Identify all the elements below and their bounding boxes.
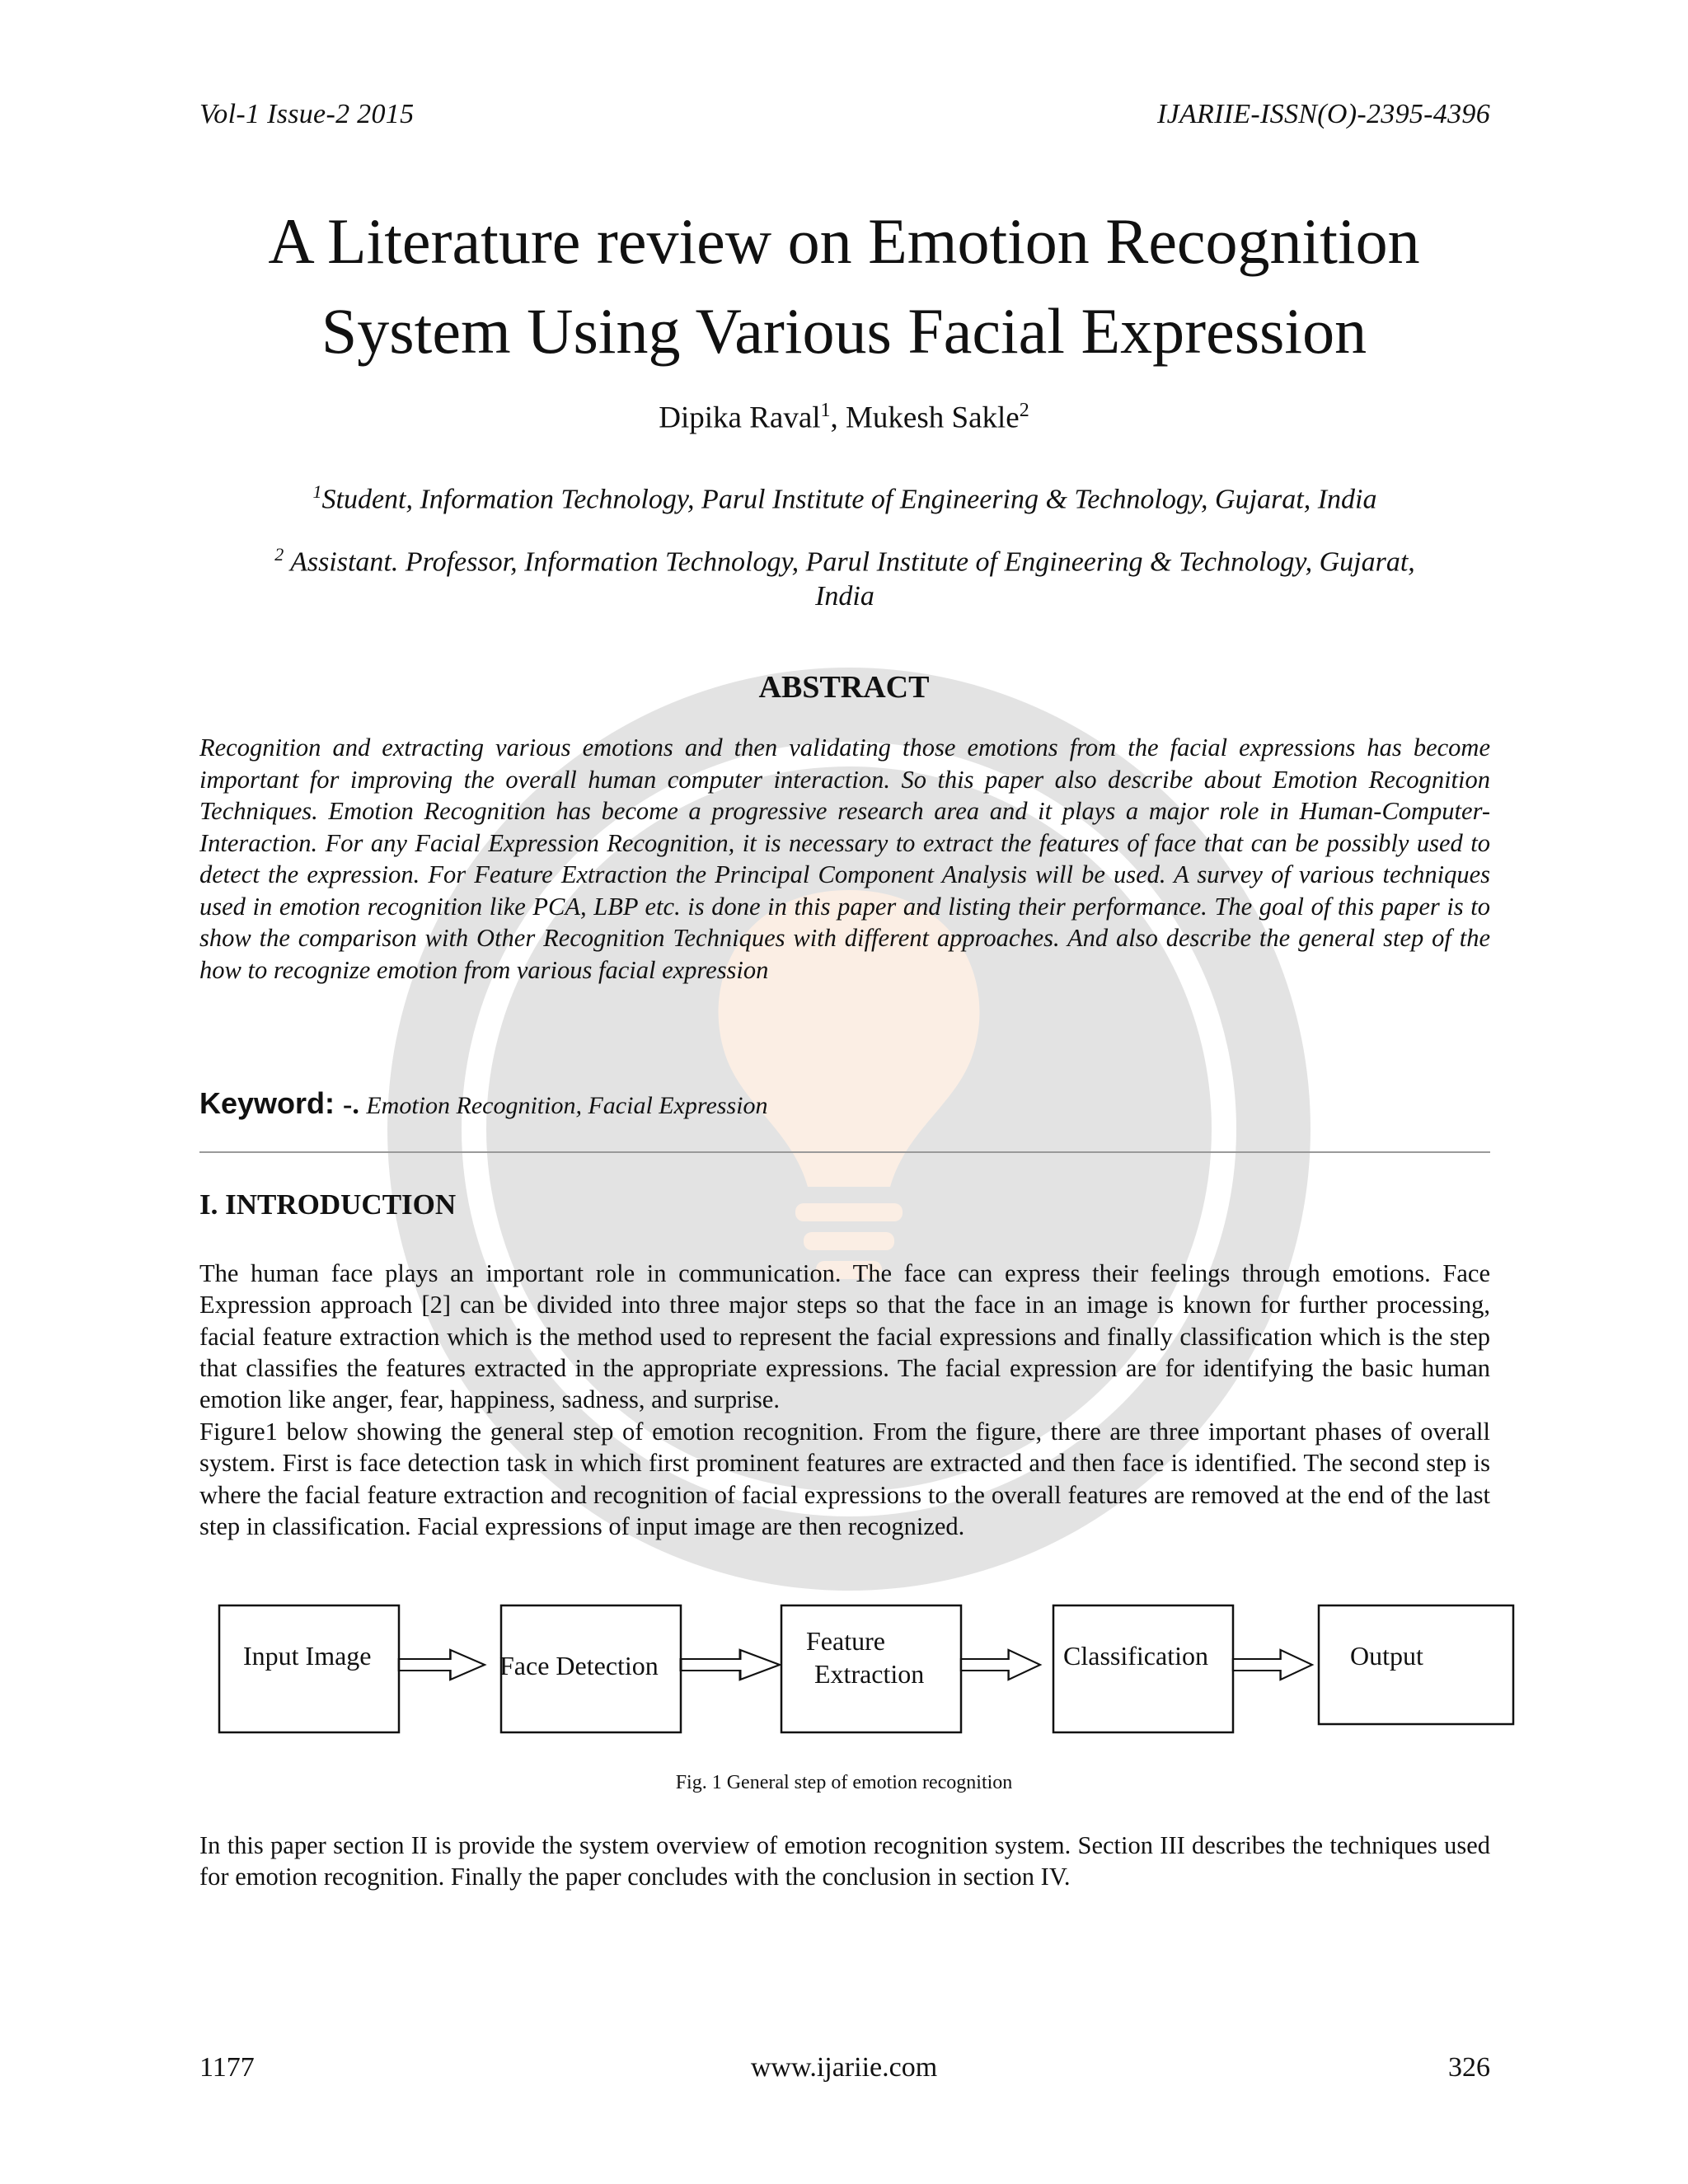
introduction-paragraph-3: In this paper section II is provide the system overview of emotion recognition system. Section III describes the techniques used for emotion recognition. Finally the paper concludes with the conclusion in section IV. (199, 1831, 1490, 1891)
emotion-recognition-flow-diagram (0, 1591, 1688, 1755)
flow-arrow-3 (961, 1650, 1040, 1680)
keyword-line (199, 1086, 768, 1121)
affiliation-1 (199, 475, 1490, 517)
flow-arrow-1 (399, 1650, 485, 1680)
keyword-label: Keyword: (199, 1086, 344, 1120)
author-2: Mukesh Sakle (846, 401, 1020, 435)
affiliation-2-text: Assistant. Professor, Information Technology, Parul Institute of Engineering & Technology, Gujarat, (284, 546, 1415, 578)
paper-title (165, 196, 1523, 376)
journal-issn-header: IJARIIE-ISSN(O)-2395-4396 (1156, 99, 1490, 129)
keyword-separator: -. (343, 1090, 367, 1120)
input-image-label: Input Image (243, 1641, 372, 1671)
paper-id-footer: 1177 (199, 2052, 255, 2083)
paper-title-line-1: A Literature review on Emotion Recognition (268, 205, 1420, 277)
paper-title-line-2: System Using Various Facial Expression (321, 295, 1367, 367)
author-list (0, 400, 1688, 435)
affiliation-1-text: Student, Information Technology, Parul Institute of Engineering & Technology, Gujarat, India (321, 484, 1377, 515)
abstract-text: Recognition and extracting various emotions and then validating those emotions from the facial expressions has become important for improving the overall human computer interaction. So this paper also describe about Emotion Recognition Techniques. Emotion Recognition has become a progressive research area and it plays a major role in Human-Computer-Interaction. For any Facial Expression Recognition, it is necessary to extract the features of face that can be possibly used to detect the expression. For Feature Extraction the Principal Component Analysis will be used. A survey of various techniques used in emotion recognition like PCA, LBP etc. is done in this paper and listing their performance. The goal of this paper is to show the comparison with Other Recognition Techniques with different approaches. And also describe the general step of the how to recognize emotion from various facial expression (199, 733, 1490, 984)
section-divider (199, 1151, 1490, 1153)
abstract-heading: ABSTRACT (758, 670, 930, 705)
classification-label: Classification (1063, 1641, 1208, 1671)
author-separator: , (830, 401, 846, 435)
introduction-paragraph-1: The human face plays an important role in communication. The face can express their feelings through emotions. Face Expression approach [2] can be divided into three major steps so that the face in an image is known for further processing, facial feature extraction which is the method used to represent the facial expressions and finally classification which is the step that classifies the features extracted in the appropriate expressions. The facial expression are for identifying the basic human emotion like anger, fear, happiness, sadness, and surprise. (199, 1259, 1490, 1414)
keyword-text: Emotion Recognition, Facial Expression (366, 1092, 768, 1119)
introduction-paragraph-2: Figure1 below showing the general step of emotion recognition. From the figure, there are three important phases of overall system. First is face detection task in which first prominent features are extracted and then face is identified. The second step is where the facial feature extraction and recognition of facial expressions to the overall features are removed at the end of the last step in classification. Facial expressions of input image are then recognized. (199, 1418, 1490, 1540)
author-1-marker: 1 (820, 400, 831, 421)
introduction-heading: I. INTRODUCTION (199, 1188, 457, 1221)
affiliation-2-country: India (815, 581, 874, 612)
flow-arrow-4 (1233, 1650, 1312, 1680)
page-number-footer: 326 (1448, 2052, 1490, 2083)
journal-volume-header: Vol-1 Issue-2 2015 (199, 99, 415, 129)
journal-url-footer: www.ijariie.com (750, 2052, 938, 2083)
author-2-marker: 2 (1019, 400, 1029, 421)
feature-extraction-label-2: Extraction (814, 1659, 925, 1689)
flow-arrow-2 (681, 1650, 780, 1680)
feature-extraction-label-1: Feature (806, 1626, 885, 1656)
affiliation-1-marker: 1 (312, 481, 322, 502)
author-1: Dipika Raval (659, 401, 821, 435)
affiliation-2-marker: 2 (274, 544, 284, 565)
face-detection-label: Face Detection (499, 1651, 659, 1680)
affiliation-2 (199, 537, 1490, 614)
output-label: Output (1350, 1641, 1423, 1671)
figure-caption: Fig. 1 General step of emotion recognition (675, 1772, 1013, 1793)
